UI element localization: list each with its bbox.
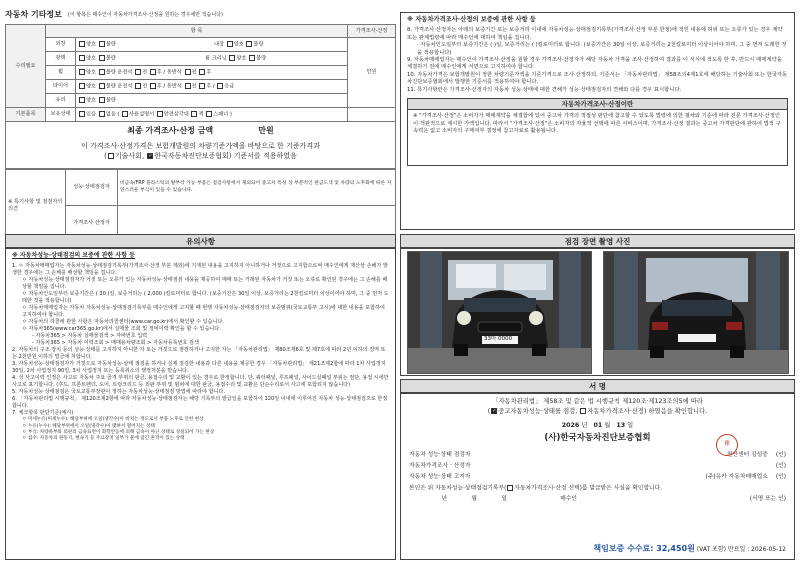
final-price-label: 최종 가격조사·산정 금액 [127, 126, 214, 135]
sign-year: 2026 [561, 421, 580, 429]
checkbox[interactable] [135, 69, 141, 75]
list-item: 5. 자동차성능·상태점검은 국토교통부장관이 정하는 자동차성능·상태점검 방법에 따라야 합니다. [12, 389, 225, 396]
row-tire-label: 타이어 [46, 80, 76, 94]
opt-front: 전 [191, 69, 197, 76]
checkbox-checked[interactable]: ✓ [492, 408, 497, 415]
header-note: (이 항목은 매수인이 자동차가격조사·산정을 원하는 경우에만 적습니다) [67, 11, 223, 18]
row-glass-label: 유리 [46, 94, 76, 108]
checkbox[interactable] [135, 83, 141, 89]
checkbox[interactable] [206, 111, 212, 117]
list-item: ㅇ 자동차매매업자는 자동차 자동차성능·상태점검기록부를 매수인에게 고지할 때 현행 자동차성능·상태점검자의 보증범위(국토교통부 고시)에 대한 내용을 포함하여 고지하여야 합니다. [22, 305, 385, 319]
price-definition-title: 자동차가격조사·산정이란 [407, 98, 788, 110]
opt-front: 전 [191, 83, 197, 90]
notices-title: 유의사항 [5, 234, 396, 248]
signer-row [409, 474, 786, 485]
price-warranty-list [407, 27, 788, 94]
checkbox[interactable] [229, 55, 235, 61]
row-glass [76, 94, 348, 108]
checkbox[interactable] [79, 55, 85, 61]
checkbox[interactable] [249, 55, 255, 61]
sign-line2-tail: 하였음을 확인합니다. [648, 408, 708, 416]
sign-year-unit: 년 [581, 421, 588, 429]
opt-rear: 후 [206, 69, 212, 76]
row-tire: 양호 불량 운전석 전 후 / 동반석 전 후 / 응급 [76, 80, 348, 94]
checkbox[interactable] [580, 408, 586, 414]
checkbox[interactable] [79, 111, 85, 117]
sign-month: 01 [593, 421, 603, 429]
receive-line [409, 485, 786, 496]
list-item: ㅇ 자동차의 리콜에 관한 사항은 자동차리콜센터(www.car.go.kr)에서 확인할 수 있습니다. [22, 319, 224, 326]
price-warranty-heading: ※ 자동차가격조사·산정의 보증에 관한 사항 등 [407, 16, 536, 23]
buyer-year-unit: 년 [441, 496, 447, 503]
opt-bad: 불량 [105, 83, 116, 90]
row-gloss-label: 광택 [46, 52, 76, 66]
checkbox[interactable] [191, 111, 197, 117]
page-title: 자동차 기타정보 [5, 9, 62, 19]
opt-good: 양호 [86, 83, 97, 90]
receive-text-tail: 자동차가격조사·산정 선택)를 발급받은 사실을 확인합니다. [514, 485, 663, 492]
opt-good: 양호 [86, 69, 97, 76]
checkbox[interactable] [150, 83, 156, 89]
row-exterior-label: 외장 [46, 38, 76, 52]
list-item: · 자동차인도일부터 보증기간은 ( )일, 보증거리는 ( )킬로미터로 합니다. (보증기간은 30일 이상, 보증거리는 2천킬로미터 이상이어야 하며, 그 중 먼저 도래한 것을 적용합니다) [417, 42, 787, 56]
final-price-unit: 만원 [258, 126, 274, 135]
sign-day: 13 [616, 421, 626, 429]
sign-section [400, 393, 795, 560]
special-inspector-label: 성능·상태점검자 [66, 170, 118, 206]
opt-bad: 불량 [256, 55, 267, 62]
receive-text: 본인은 위 자동차성능·상태점검기록부( [409, 485, 507, 492]
org-seal-stamp: 印 [716, 434, 738, 456]
notices-heading: ※ 자동차성능·상태점검의 보증에 관한 사항 등 [12, 252, 135, 259]
list-item: 3. 자동차성능·상태점검자가 거짓으로 자동차성능·상태 점검을 하거나 실제 점검한 내용과 다른 내용을 제공한 경우 「자동차관리법」 제21조제2항에 따라 1차 사업정지 30일, 2차 사업정지 90일, 3차 사업정지 또는 등록취소의 행정처분을 받습니다. [12, 361, 386, 375]
checkbox[interactable] [79, 97, 85, 103]
buyer-sign-mark: (서명 또는 인) [749, 496, 786, 503]
list-item: 11. 특기사항란은 가격조사·산정자의 자동차 성능·상태에 대한 견해가 성능·상태점검자의 견해와 다를 경우 표시합니다. [407, 86, 682, 93]
header-row [5, 9, 396, 21]
final-line1: 이 가격조사·산정가격은 보험개발원의 차량기준가액을 바탕으로 한 기준가격과 [81, 141, 320, 150]
photos-title: 점검 장면 촬영 사진 [400, 234, 795, 248]
price-definition-text: ※ "가격조사·산정"은 소비자가 매매계약을 체결함에 있어 중고차 가격의 적절성 판단에 참고할 수 있도록 법령에 의한 절차와 기준에 따라 전문 가격조사·산정인이 객관적으로 제시한 가액입니다. 따라서 "가격조사·산정"은 소비자의 자율적 선택에 따른 서비스이며, 가격조사·산정 결과는 중고차 가격판단에 관하여 법적 구속력은 없고 소비자의 구매여부 결정에 참고자료로 활용됩니다. [407, 110, 788, 166]
signer-value: (주)유카 자동차매매업소 [705, 474, 768, 481]
checkbox-checked[interactable]: ✓ [148, 152, 153, 159]
other-info-section [5, 9, 396, 228]
list-item: 2. 자동차의 구조·장치 등의 성능·상태를 고지하지 아니한 자 또는 거짓으로 점검하거나 고지한 자는 「자동차관리법」 제80조제6호 및 제7호에 따라 2년 이하의 징역 또는 2천만원 이하의 벌금에 처합니다. [12, 347, 386, 361]
basic-items-label: 기본품목 [6, 108, 46, 122]
list-item: ㅇ 침수: 자동차의 원동기, 변속기 등 주요장치 일부가 물에 잠긴 흔적이 있는 상태 [22, 436, 185, 442]
repair-label: 수리필요 [6, 25, 46, 108]
opt-inspection: 중고자동차성능·상태를 점검 [498, 408, 576, 416]
checkbox[interactable] [99, 111, 105, 117]
checkbox[interactable] [79, 41, 85, 47]
opt-passenger: 동반석 [166, 83, 182, 90]
checkbox[interactable] [199, 83, 205, 89]
col-price: 가격조사·산정 [348, 25, 396, 38]
opt-manual: 사용설명서 [129, 111, 155, 118]
list-item: 9. 자동차매매업자는 매수인이 가격조사·산정을 원할 경우 가격조사·산정자가 해당 자동차 가격을 조사·산정하여 결과를 이 서식에 적도록 한 후, 반드시 매매계약을 체결하기 전에 매수인에게 서면으로 고지하여야 합니다. [407, 56, 782, 71]
list-item: 1. ㅇ 자동차매매업자는 자동차성능·상태점검기록부(가격조사·산정 부분 제외)에 기재된 내용을 고지하지 아니하거나 거짓으로 고지함으로써 매수인에게 재산상 손해가 발생한 경우에는 그 손해를 배상할 책임을 집니다. [12, 262, 388, 276]
special-label: ※ 특기사항 및 점검자의 의견 [6, 170, 66, 242]
list-item: - 자동차365 > 자동차 이력조회 > 매매용차량조회 > 자동차등록번호 검색 [32, 340, 199, 347]
opt-bad: 불량 [105, 69, 116, 76]
signer-value: 천안센터 김성중 [726, 452, 768, 459]
opt-bad: 불량 [105, 41, 116, 48]
basic-price-cell [348, 108, 396, 122]
checkbox[interactable] [79, 83, 85, 89]
checkbox[interactable] [227, 41, 233, 47]
special-inspector-text: 비금속/FRP 플라스틱의 탈부착 가능 부품은 점검사항에서 제외되어 중고차 특성 상 부분적인 판금도색 및 차량의 노후화에 따른 자연스러운 부식이 있을 수 있습니다. [118, 170, 396, 206]
sign-line1: 「자동차관리법」 제58조 및 같은 법 시행규칙 제120조·제123조의5에 따라 [492, 398, 703, 405]
opt-rear: 후 [206, 83, 212, 90]
row-wheel: 양호 불량 운전석 전 후 / 동반석 전 후 [76, 66, 348, 80]
license-plate-front: 33마 0000 [484, 336, 513, 342]
repair-table [5, 24, 396, 122]
final-line2-tail: 기준서를 적용하였음 [233, 151, 297, 160]
fee-note: (VAT 포함) 만료일 : 2026-05-12 [696, 546, 786, 554]
room-cleaning-label: 룸 크리닝 [205, 55, 227, 62]
checkbox[interactable] [99, 97, 105, 103]
checkbox[interactable] [157, 111, 163, 117]
car-rear-image [604, 252, 789, 374]
buyer-day-unit: 일 [501, 496, 507, 503]
price-warranty-section [400, 12, 795, 230]
notices-section [5, 248, 396, 560]
list-item: 10. 자동차가격은 보험개발원이 정한 차량기준가액을 기준가격으로 조사·산정하되, 기준서는 「자동차관리법」 제58조의4제1호에 해당하는 기술사회 또는 한국자동차진단보증협회에서 발행한 기준서를 적용하여야 합니다. [407, 71, 788, 86]
list-item: 7. 체크항목 판단기준(예시) [12, 410, 74, 417]
fee-line [593, 544, 786, 555]
list-item: ㅇ 자동차365(www.car365.go.kr)에서 실매물 조회 및 정비이력 확인을 할 수 있습니다. [22, 326, 221, 333]
basic-status-label: 보유상태 [46, 108, 76, 122]
buyer-month-unit: 월 [471, 496, 477, 503]
checkbox[interactable] [99, 41, 105, 47]
fee-amount: 책임보증 수수료: 32,450원 [593, 544, 695, 554]
opt-rear: 후 [156, 83, 162, 90]
opt-triangle: 안전삼각대 [163, 111, 189, 118]
opt-bad: 불량 [253, 41, 264, 48]
opt-jack: 잭 [198, 111, 204, 118]
checkbox[interactable] [217, 83, 223, 89]
opt-good: 양호 [236, 55, 247, 62]
opt-good: 양호 [86, 41, 97, 48]
opt-good: 양호 [233, 41, 244, 48]
list-item: 6. 「자동차관리법 시행규칙」 제120조제2항에 따라 자동차성능·상태점검자는 해당 기록부의 발급일을 포함하여 120일 이내에 이루어진 자동차 성능·상태점검으로 한정합니다. [12, 396, 388, 410]
opt-front: 전 [142, 83, 148, 90]
signer-value [529, 463, 776, 474]
opt-good: 양호 [86, 55, 97, 62]
buyer-row [409, 496, 786, 508]
notices-list [12, 263, 389, 443]
price-unit: 만원 [348, 38, 396, 108]
opt-good: 양호 [86, 97, 97, 104]
signer-label: 자동차 성능·상태 고지자 [409, 474, 471, 481]
signer-row [409, 463, 786, 474]
signer-seal-mark: (인) [775, 463, 786, 470]
car-front-image [408, 252, 592, 374]
interior-label: 내장 [214, 41, 225, 48]
checkbox[interactable] [185, 69, 191, 75]
list-item: ㅇ 부식: 차량하부와 외판의 금속표면이 화학반응에 의해 금속이 아닌 상태로 상실되어 가는 현상 [22, 429, 215, 435]
sign-date [409, 422, 786, 430]
row-basic-items: 있음 없음 ( 사용설명서 안전삼각대 잭 스패너 ) [76, 108, 348, 122]
opt-appraisal: 자동차가격조사·산정 [587, 408, 644, 416]
sign-title: 서 명 [400, 379, 795, 393]
opt-yes: 있음 [86, 111, 97, 118]
special-notes-table [5, 169, 396, 242]
list-item: ㅇ 자동차성능·상태점검자가 거짓 또는 오류가 있는 자동차성능·상태점검 내용을 제공하여 매매 또는 거래된 자동차가 거짓 또는 오류로 확인된 경우에는 그 손해를 배상할 책임을 집니다. [22, 276, 388, 290]
buyer-label: 매수인 [560, 496, 577, 503]
list-item: 4. 성 사고이력 인정은 사고로 자동차 주요 골격 부위의 판금, 용접수리 및 교환이 있는 경우로 한정합니다. 단, 쿼터패널, 루프패널, 사이드실패널 부위는 절단, 용접 시에만 사고로 표기합니다. (후드, 프론트펜더, 도어, 트렁크리드 등 외판 부위 및 범퍼에 대한 판금, 용접수리 및 교환은 단순수리로서 사고에 포함되지 않습니다) [12, 375, 389, 389]
opt-spanner: 스패너 [213, 111, 229, 118]
checkbox[interactable] [99, 69, 105, 75]
final-line2: ( 기술사회, ✓ 한국자동차진단보증협회) 기준서를 적용하였음 [104, 151, 297, 160]
opt-bad: 불량 [105, 55, 116, 62]
checkbox[interactable] [150, 69, 156, 75]
list-item: - 자동차365 > 자동차 실매물검색 > 자바번호 입력 [32, 333, 148, 340]
checkbox[interactable] [199, 69, 205, 75]
opt-passenger: 동반석 [166, 69, 182, 76]
opt-bad: 불량 [105, 97, 116, 104]
opt-front: 전 [142, 69, 148, 76]
inspection-photo-rear [603, 251, 789, 374]
special-appraiser-label: 가격조사·산정자 [66, 206, 118, 242]
signers-list [409, 452, 786, 508]
inspection-photo-front [407, 251, 592, 374]
opt-driver: 운전석 [117, 69, 133, 76]
sign-line2: ( ✓ 중고자동차성능·상태를 점검, 자동차가격조사·산정) 하였음을 확인합니다. [487, 408, 708, 416]
opt-rear: 후 [156, 69, 162, 76]
signer-seal-mark: (인) [775, 452, 786, 459]
col-item: 항 목 [46, 25, 348, 38]
list-item: ㅇ 누유(누수): 해당부위에서 오일(냉각수)이 맺혀서 떨어지는 상태 [22, 423, 155, 429]
opt-emergency: 응급 [224, 83, 235, 90]
list-item: ㅇ 미세누유(미세누수): 해당부위에 오일(냉각수)이 비치는 정도로서 부품 노후로 인한 현상 [22, 417, 204, 423]
sign-month-unit: 월 [604, 421, 611, 429]
checkbox[interactable] [246, 41, 252, 47]
checkbox[interactable] [79, 69, 85, 75]
row-exterior [76, 38, 348, 52]
checkbox[interactable] [108, 153, 114, 159]
opt-driver: 운전석 [117, 83, 133, 90]
list-item: ㅇ 자동차인도일부터 보증기간은 ( 30 )일, 보증거리는 ( 2,000 )킬로미터로 합니다. (보증기간은 30일 이상, 보증거리는 2천킬로미터 이상이어야 하며, 그 중 먼저 도래한 것을 적용합니다) [22, 290, 389, 304]
signer-seal-mark: (인) [775, 474, 786, 481]
list-item: 8. 가격조사·산정자는 아래의 보증기간 또는 보증거리 이내에 자동차성능·상태점검기록부(가격조사·산정 부분 한정)에 적힌 내용에 허위 또는 오류가 있는 경우 계약 또는 관계법령에 따라 매수인에 대하여 책임을 집니다. [407, 27, 783, 41]
sign-day-unit: 일 [627, 421, 634, 429]
final-price-block [5, 122, 396, 169]
checkbox[interactable] [507, 485, 513, 491]
signer-label: 자동차 성능·상태 점검자 [409, 452, 471, 459]
checkbox[interactable] [185, 83, 191, 89]
signer-label: 자동차가격조사 · 산정자 [409, 463, 471, 470]
opt-no: 없음 [105, 111, 116, 118]
opt-kada: 한국자동차진단보증협회 [154, 151, 229, 160]
row-wheel-label: 휠 [46, 66, 76, 80]
checkbox[interactable] [99, 55, 105, 61]
checkbox[interactable] [122, 111, 128, 117]
checkbox[interactable] [99, 83, 105, 89]
sign-org: (사)한국자동차진단보증협회 [544, 432, 651, 443]
opt-tech-society: 기술사회 [114, 151, 142, 160]
photos-section [400, 248, 795, 376]
row-gloss [76, 52, 348, 66]
